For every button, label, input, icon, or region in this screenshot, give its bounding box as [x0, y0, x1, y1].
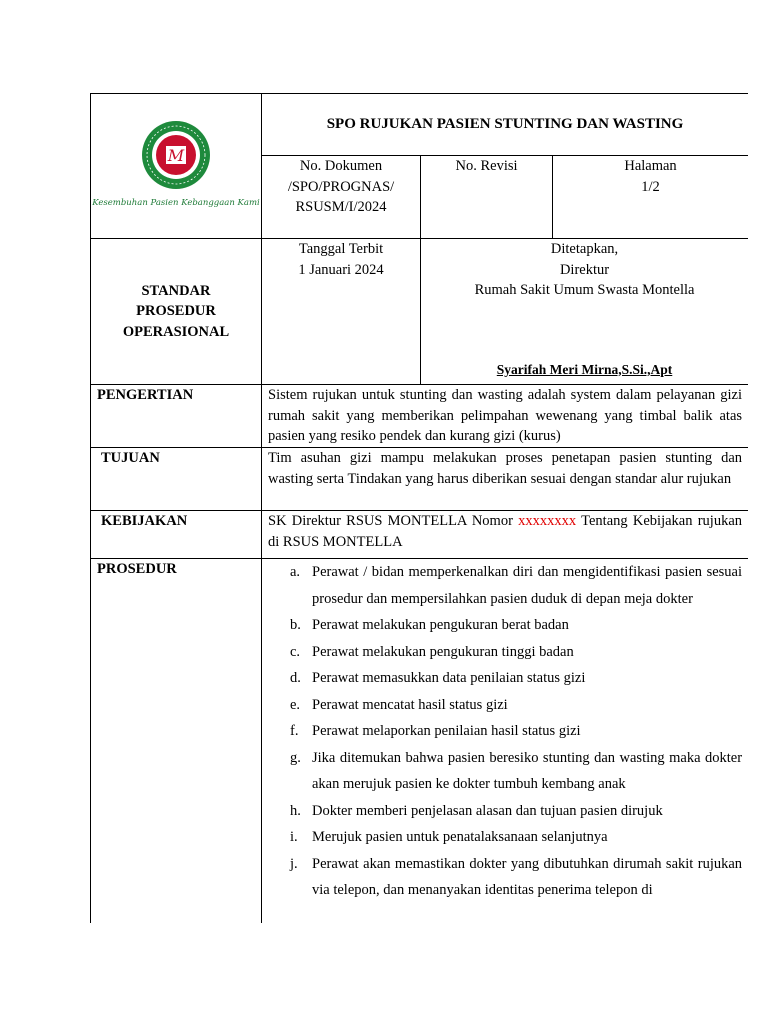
document-title: SPO RUJUKAN PASIEN STUNTING DAN WASTING [262, 94, 749, 156]
pengertian-text: Sistem rujukan untuk stunting dan wasting adalah system dalam pelayanan gizi rumah sakit yang memberikan pelimpahan wewenang yang timbal balik atas pasien yang resiko pendek dan kurang gizi (kurus) [262, 385, 749, 448]
page-cell [553, 156, 749, 239]
prosedur-steps-cell [262, 559, 749, 924]
document-number-line1: /SPO/PROGNAS/ [287, 178, 395, 195]
prosedur-step [290, 639, 742, 666]
prosedur-step-text: Merujuk pasien untuk penatalaksanaan selanjutnya [312, 829, 608, 845]
prosedur-step-marker: e. [290, 696, 301, 713]
page-label: Halaman [624, 158, 677, 174]
spo-document [90, 93, 748, 923]
document-number-line2: RSUSM/I/2024 [295, 199, 387, 215]
revision-label: No. Revisi [455, 158, 518, 174]
tujuan-text: Tim asuhan gizi mampu melakukan proses penetapan pasien stunting dan wasting serta Tindakan yang harus diberikan sesuai dengan standar alur rujukan [262, 448, 749, 511]
approval-set-by: Ditetapkan, [550, 241, 619, 257]
logo-cell [91, 94, 262, 239]
prosedur-step [290, 745, 742, 798]
prosedur-step [290, 665, 742, 692]
page-value: 1/2 [641, 178, 660, 195]
issued-label: Tanggal Terbit [298, 241, 384, 257]
approval-position: Direktur [559, 261, 610, 278]
approval-hospital: Rumah Sakit Umum Swasta Montella [474, 282, 695, 298]
spo-table [90, 93, 748, 923]
logo-tagline: Kesembuhan Pasien Kebanggaan Kami [92, 197, 260, 208]
kebijakan-text-before: SK Direktur RSUS MONTELLA Nomor [268, 513, 519, 529]
prosedur-step-marker: h. [290, 802, 301, 819]
approval-signatory: Syarifah Meri Mirna,S.Si.,Apt [496, 361, 673, 377]
prosedur-step [290, 612, 742, 639]
issued-cell [262, 239, 421, 385]
document-number-cell [262, 156, 421, 239]
prosedur-step [290, 692, 742, 719]
prosedur-step-text: Perawat akan memastikan dokter yang dibutuhkan dirumah sakit rujukan via telepon, dan menanyakan identitas penerima telepon di [312, 855, 743, 898]
document-number-label: No. Dokumen [299, 158, 383, 174]
issued-date: 1 Januari 2024 [298, 261, 384, 278]
kebijakan-text-after: Tentang Kebijakan rujukan di RSUS MONTELLA [268, 513, 743, 550]
logo-monogram: M [167, 145, 185, 165]
prosedur-step-text: Perawat melaporkan penilaian hasil status gizi [312, 723, 581, 739]
prosedur-step-marker: a. [290, 564, 301, 580]
prosedur-step-marker: j. [290, 855, 298, 872]
tujuan-label: TUJUAN [91, 448, 262, 511]
kebijakan-number-placeholder: xxxxxxxx [518, 513, 577, 529]
prosedur-step [290, 824, 742, 851]
sop-title-line1: STANDAR [141, 282, 211, 299]
prosedur-step-marker: i. [290, 829, 298, 845]
kebijakan-label: KEBIJAKAN [91, 511, 262, 559]
prosedur-step-text: Perawat melakukan pengukuran berat badan [312, 617, 569, 633]
prosedur-steps [290, 559, 742, 904]
prosedur-step [290, 851, 742, 904]
hospital-logo-icon [140, 119, 212, 191]
prosedur-step-text: Perawat melakukan pengukuran tinggi badan [312, 643, 574, 660]
sop-title-cell [91, 239, 262, 385]
prosedur-step-text: Perawat memasukkan data penilaian status gizi [312, 670, 586, 686]
sop-title-line2: PROSEDUR [136, 303, 216, 320]
prosedur-step-marker: f. [290, 723, 299, 739]
prosedur-step-text: Dokter memberi penjelasan alasan dan tujuan pasien dirujuk [312, 802, 663, 819]
revision-cell [421, 156, 553, 239]
prosedur-step [290, 798, 742, 825]
pengertian-label: PENGERTIAN [91, 385, 262, 448]
sop-title-line3: OPERASIONAL [122, 323, 230, 340]
prosedur-step [290, 559, 742, 612]
prosedur-step-text: Perawat mencatat hasil status gizi [312, 696, 508, 713]
prosedur-step-marker: b. [290, 617, 301, 633]
prosedur-step-text: Perawat / bidan memperkenalkan diri dan mengidentifikasi pasien sesuai prosedur dan mempersilahkan pasien duduk di depan meja dokter [312, 564, 743, 607]
prosedur-step-marker: c. [290, 643, 301, 660]
prosedur-step-marker: g. [290, 749, 301, 766]
kebijakan-text [262, 511, 749, 559]
prosedur-step [290, 718, 742, 745]
prosedur-step-text: Jika ditemukan bahwa pasien beresiko stunting dan wasting maka dokter akan merujuk pasien ke dokter tumbuh kembang anak [312, 749, 743, 792]
prosedur-label: PROSEDUR [91, 559, 262, 924]
approval-cell [421, 239, 749, 385]
prosedur-step-marker: d. [290, 670, 301, 686]
